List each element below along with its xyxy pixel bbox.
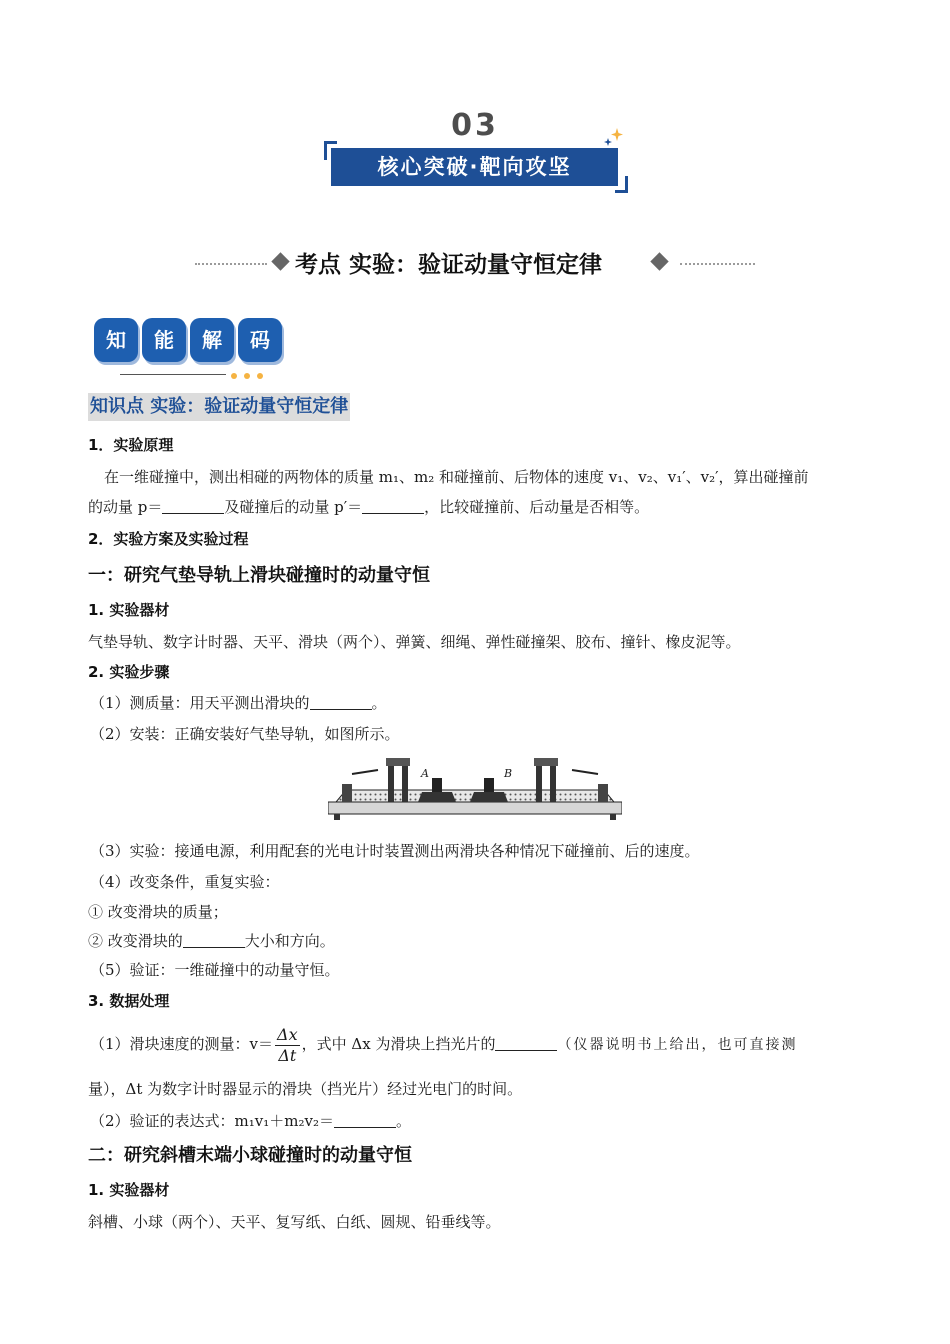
equipment-text-2: 斜槽、小球（两个）、天平、复写纸、白纸、圆规、铅垂线等。 — [88, 1213, 501, 1231]
velocity-fraction: $\frac{\Delta x}{\Delta t}$ — [277, 1024, 298, 1065]
slider-label-b: B — [504, 767, 513, 780]
equipment-heading-2: 1. 实验器材 — [88, 1181, 170, 1199]
step-4-item-1: ① 改变滑块的质量； — [88, 903, 228, 921]
data-item-1-line2: 量），Δt 为数字计时器显示的滑块（挡光片）经过光电门的时间。 — [88, 1080, 523, 1098]
scheme-heading: 2．实验方案及实验过程 — [88, 530, 249, 548]
chapter-banner: 核心突破·靶向攻坚 — [331, 148, 618, 186]
step-4: （4）改变条件，重复实验： — [90, 873, 280, 891]
badge-tile: 码 — [238, 318, 282, 362]
answer-blank — [310, 694, 372, 710]
answer-blank — [183, 932, 245, 948]
data-item-2: （2）验证的表达式：m₁v₁＋m₂v₂＝ 。 — [90, 1112, 412, 1130]
knowledge-point-heading: 知识点 实验：验证动量守恒定律 — [88, 393, 350, 421]
equipment-text: 气垫导轨、数字计时器、天平、滑块（两个）、弹簧、细绳、弹性碰撞架、胶布、撞针、橡皮泥等。 — [88, 633, 741, 651]
part-two-heading: 二：研究斜槽末端小球碰撞时的动量守恒 — [88, 1145, 412, 1166]
decor-dot — [231, 373, 237, 379]
steps-heading: 2. 实验步骤 — [88, 663, 170, 681]
sparkle-icon — [603, 126, 625, 148]
step-4-item-2: ② 改变滑块的 大小和方向。 — [88, 932, 335, 950]
step-2: （2）安装：正确安装好气垫导轨，如图所示。 — [90, 725, 400, 743]
slider-label-a: A — [421, 767, 429, 780]
section-title: 考点 实验：验证动量守恒定律 — [295, 252, 603, 278]
answer-blank — [334, 1112, 396, 1128]
answer-blank — [495, 1035, 557, 1051]
badge-tile: 能 — [142, 318, 186, 362]
badge-underline — [120, 374, 226, 375]
diamond-icon — [271, 252, 289, 270]
equipment-heading: 1. 实验器材 — [88, 601, 170, 619]
step-3: （3）实验：接通电源，利用配套的光电计时装置测出两滑块各种情况下碰撞前、后的速度。 — [90, 842, 700, 860]
data-processing-heading: 3. 数据处理 — [88, 992, 170, 1010]
chapter-number: 03 — [451, 108, 499, 143]
badge-tile: 解 — [190, 318, 234, 362]
air-track-figure — [328, 752, 622, 832]
step-5: （5）验证：一维碰撞中的动量守恒。 — [90, 961, 340, 979]
badge-tile: 知 — [94, 318, 138, 362]
diamond-icon — [650, 252, 668, 270]
principle-text-line2: 的动量 p＝ 及碰撞后的动量 p′＝ ，比较碰撞前、后动量是否相等。 — [88, 498, 650, 516]
step-1: （1）测质量：用天平测出滑块的 。 — [90, 694, 387, 712]
decor-dot — [257, 373, 263, 379]
title-divider — [680, 263, 755, 265]
principle-text-line1: 在一维碰撞中，测出相碰的两物体的质量 m₁、m₂ 和碰撞前、后物体的速度 v₁、v₂、v₁′、v₂′，算出碰撞前 — [104, 468, 809, 486]
principle-heading: 1．实验原理 — [88, 436, 174, 454]
answer-blank — [162, 498, 224, 514]
data-item-1-line1: （1）滑块速度的测量：v＝ $\frac{\Delta x}{\Delta t}$ ，式中 Δx 为滑块上挡光片的 （仪器说明书上给出，也可直接测 — [90, 1024, 798, 1065]
answer-blank — [362, 498, 424, 514]
part-one-heading: 一：研究气垫导轨上滑块碰撞时的动量守恒 — [88, 565, 430, 586]
decor-dot — [244, 373, 250, 379]
title-divider — [195, 263, 267, 265]
